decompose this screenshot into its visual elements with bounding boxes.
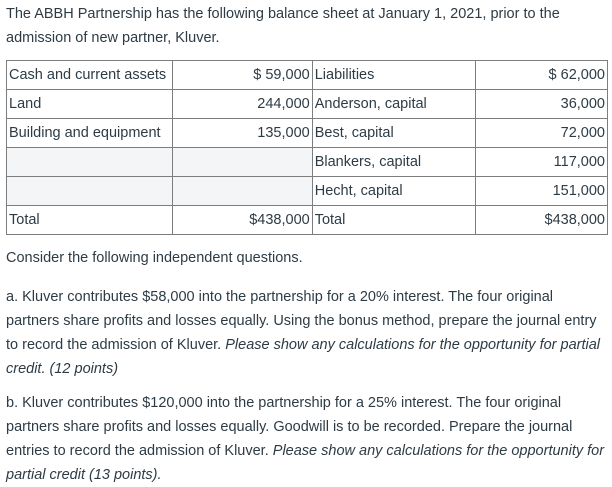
asset-label: Land — [7, 90, 173, 119]
document — [6, 0, 606, 483]
asset-label — [7, 148, 173, 177]
liability-value: 117,000 — [475, 148, 607, 177]
question-a-text: a. Kluver contributes $58,000 into the partnership for a 20% interest. The four original partners share profits and losses equally. Using the bonus method, prepare the journal entry to record the admission of Kluver. — [6, 289, 597, 353]
liability-label: Best, capital — [312, 119, 475, 148]
asset-value — [172, 148, 312, 177]
question-a — [6, 285, 606, 381]
table-row — [7, 148, 608, 177]
liability-value: $438,000 — [475, 206, 607, 235]
asset-value: $438,000 — [172, 206, 312, 235]
liability-value: 72,000 — [475, 119, 607, 148]
intro-paragraph: The ABBH Partnership has the following balance sheet at January 1, 2021, prior to the admission of new partner, Kluver. — [6, 6, 560, 46]
asset-value: 135,000 — [172, 119, 312, 148]
liability-label: Liabilities — [312, 61, 475, 90]
table-row — [7, 177, 608, 206]
instruction-text: Consider the following independent questions. — [6, 250, 303, 266]
liability-label: Total — [312, 206, 475, 235]
liability-label: Blankers, capital — [312, 148, 475, 177]
liability-value: 151,000 — [475, 177, 607, 206]
table-row — [7, 90, 608, 119]
table-row — [7, 61, 608, 90]
asset-value: 244,000 — [172, 90, 312, 119]
liability-value: 36,000 — [475, 90, 607, 119]
asset-label — [7, 177, 173, 206]
table-row — [7, 206, 608, 235]
liability-label: Hecht, capital — [312, 177, 475, 206]
asset-label: Total — [7, 206, 173, 235]
question-a-note: Please show any calculations for the opportunity for partial credit. (12 points) — [6, 337, 601, 377]
liability-label: Anderson, capital — [312, 90, 475, 119]
liability-value: $ 62,000 — [475, 61, 607, 90]
asset-label: Building and equipment — [7, 119, 173, 148]
question-b — [6, 391, 606, 487]
asset-value — [172, 177, 312, 206]
balance-sheet-table — [6, 60, 608, 235]
question-b-text: b. Kluver contributes $120,000 into the partnership for a 25% interest. The four original partners share profits and losses equally. Goodwill is to be recorded. Prepare the journal entries to record the admission of Kluver. — [6, 395, 573, 459]
asset-value: $ 59,000 — [172, 61, 312, 90]
asset-label: Cash and current assets — [7, 61, 173, 90]
question-b-note: Please show any calculations for the opportunity for partial credit (13 points). — [6, 443, 605, 483]
table-row — [7, 119, 608, 148]
